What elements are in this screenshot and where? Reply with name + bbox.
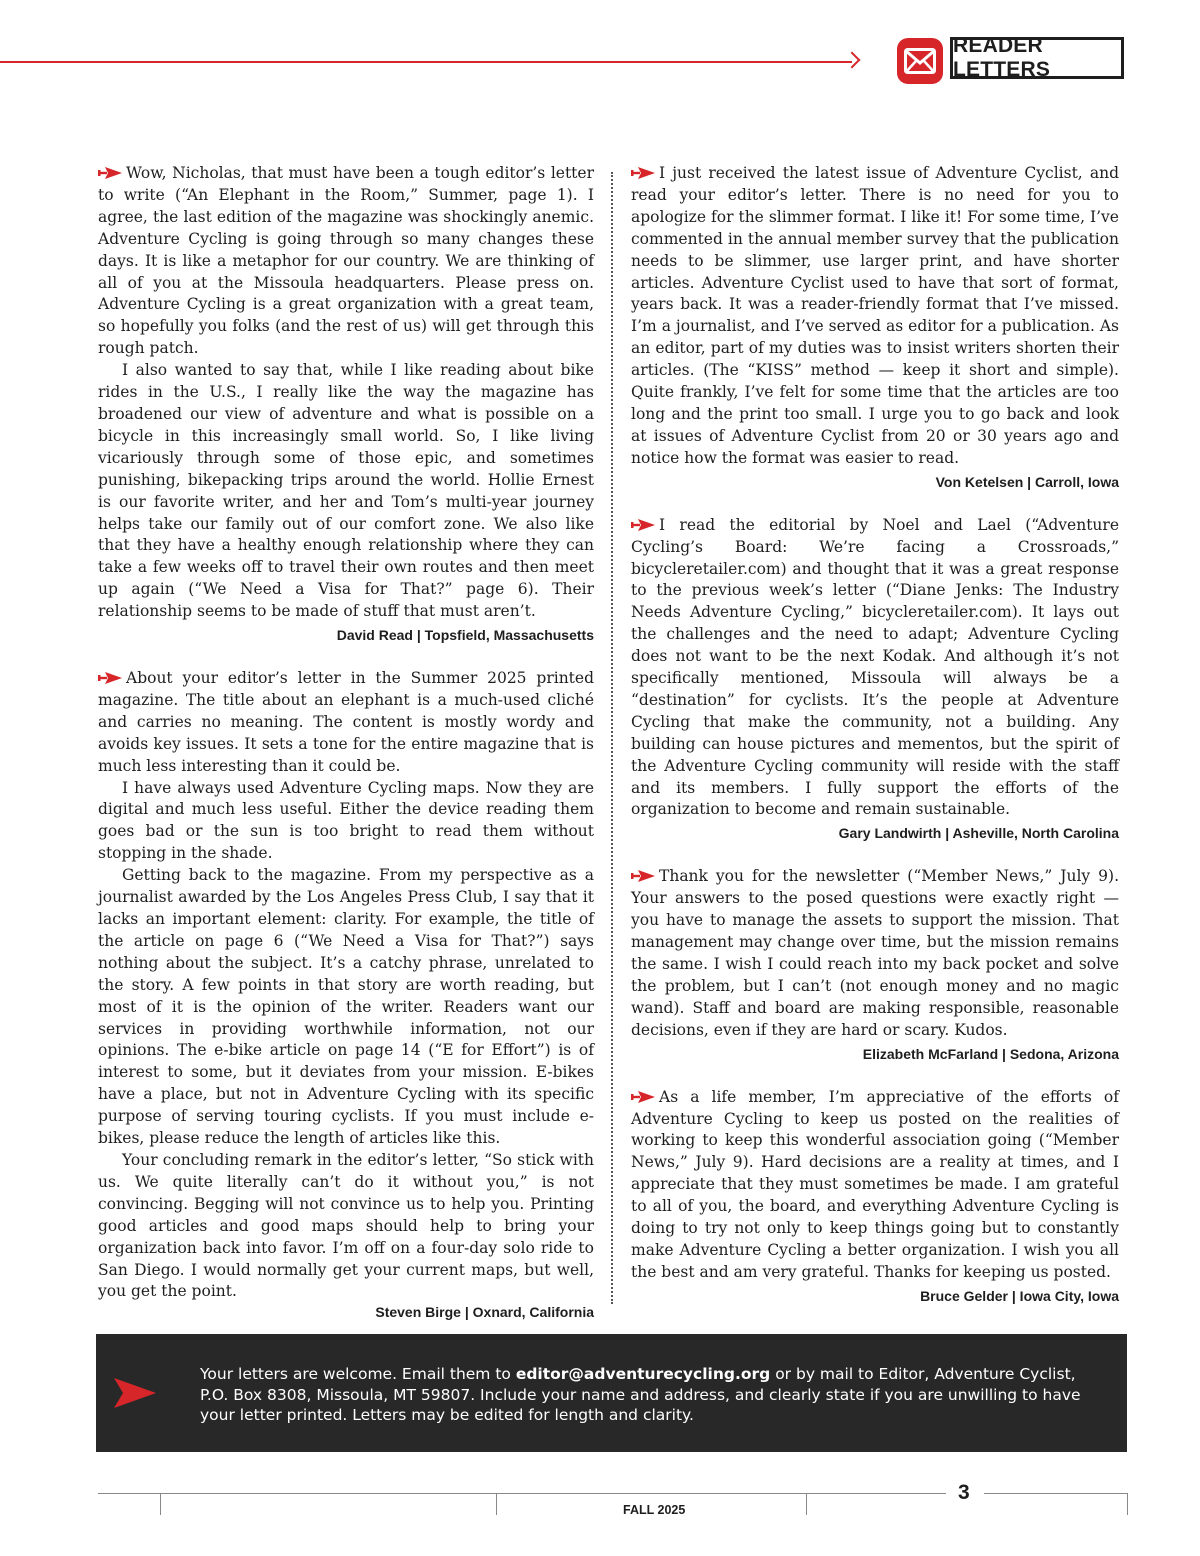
envelope-icon bbox=[897, 38, 943, 84]
letter-paragraph: Your concluding remark in the editor’s letter, “So stick with us. We quite literally can’t do it without you,” is not convincing. Begging will not convince us to help you. Printing good articles and good maps should help to bring your organization back into favor. I’m off on a four-day solo ride to San Diego. I would normally get your current maps, but well, you get the point. bbox=[98, 1150, 594, 1301]
letters-column-right bbox=[631, 163, 1119, 1307]
letter-paragraph: Getting back to the magazine. From my perspective as a journalist awarded by the Los Angeles Press Club, I say that it lacks an important element: clarity. For example, the title of the article on page 6 (“We Need a Visa for That?”) says nothing about the subject. It’s a catchy phrase, unrelated to the story. A few points in that story are worth reading, but most of it is the opinion of the writer. Readers want our services in providing worthwhile information, not our opinions. The e-bike article on page 14 (“E for Effort”) is of interest to some, but it deviates from your mission. E-bikes have a place, but not in Adventure Cycling with its specific purpose of serving touring cyclists. If you must include e-bikes, please reduce the length of articles like this. bbox=[98, 866, 594, 1148]
letter-marker-icon bbox=[631, 870, 655, 882]
footer-tick bbox=[160, 1493, 161, 1515]
letter-paragraph: I just received the latest issue of Adventure Cyclist, and read your editor’s letter. There is no need for you to apologize for the slimmer format. I like it! For some time, I’ve commented in the annual member survey that the publication needs to be slimmer, use larger print, and have shorter articles. Adventure Cyclist used to have that sort of format, years back. It was a reader-friendly format that I’ve missed. I’m a journalist, and I’ve served as editor for a publication. As an editor, part of my duties was to insist writers shorten their articles. (The “KISS” method — keep it short and simple). Quite frankly, I’ve felt for some time that the articles are too long and the print too small. I urge you to go back and look at issues of Adventure Cyclist from 20 or 30 years ago and notice how the format was easier to read. bbox=[631, 164, 1119, 467]
footer-tick bbox=[806, 1493, 807, 1515]
footer-rule bbox=[984, 1493, 1127, 1494]
letter-paragraph: I also wanted to say that, while I like reading about bike rides in the U.S., I really like the way the magazine has broadened our view of adventure and what is possible on a bicycle in this increasingly small world. So, I like living vicariously through some of those epic, and sometimes punishing, bikepacking trips around the world. Hollie Ernest is our favorite writer, and her and Tom’s multi-year journey helps take our family out of our comfort zone. We also like that they have a healthy enough relationship where they can take a few weeks off to travel their own routes and then meet up again (“We Need a Visa for That?” page 6). Their relationship seems to be made of stuff that must aren’t. bbox=[98, 361, 594, 621]
arrow-icon bbox=[114, 1378, 156, 1408]
letter bbox=[631, 1087, 1119, 1307]
page-number: 3 bbox=[958, 1481, 970, 1504]
letter-signature: Von Ketelsen | Carroll, Iowa bbox=[935, 473, 1119, 490]
letter-signature: David Read | Topsfield, Massachusetts bbox=[336, 627, 594, 644]
letter-paragraph: About your editor’s letter in the Summer 2025 printed magazine. The title about an elephant is a much-used cliché and carries no meaning. The content is mostly wordy and avoids key issues. It sets a tone for the entire magazine that is much less interesting than it could be. bbox=[98, 669, 594, 775]
letter-marker-icon bbox=[98, 167, 122, 179]
letter-paragraph: As a life member, I’m appreciative of the efforts of Adventure Cycling to keep us posted on the realities of working to keep this wonderful association going (“Member News,” July 9). Hard decisions are a reality at times, and I appreciate that they must sometimes be made. I am grateful to all of you, the board, and everything Adventure Cycling is doing to try not only to keep things going but to constantly make Adventure Cycling a better organization. I wish you all the best and am very grateful. Thanks for keeping us posted. bbox=[631, 1087, 1119, 1281]
letters-column-left bbox=[98, 163, 594, 1323]
header-arrow-icon bbox=[844, 52, 861, 69]
letter bbox=[98, 668, 594, 1323]
column-divider bbox=[611, 172, 613, 1304]
letter-signature: Steven Birge | Oxnard, California bbox=[375, 1304, 594, 1321]
letter bbox=[631, 866, 1119, 1064]
letter-paragraph: I read the editorial by Noel and Lael (“Adventure Cycling’s Board: We’re facing a Crossroads,” bicycleretailer.com) and thought that it was a great response to the previous week’s letter (“Diane Jenks: The Industry Needs Adventure Cycling,” bicycleretailer.com). It lays out the challenges and the need to adapt; Adventure Cycling does not want to be the next Kodak. And although it’s not specifically mentioned, Missoula will always be a “destination” for cyclists. It’s the people at Adventure Cycling that make the community, not a building. Any building can house pictures and mementos, but the spirit of the Adventure Cycling community will reside with the staff and its members. I fully support the efforts of the organization to become and remain sustainable. bbox=[631, 515, 1119, 819]
header-rule bbox=[0, 61, 852, 63]
footer-tick bbox=[1127, 1493, 1128, 1515]
letter-marker-icon bbox=[631, 519, 655, 531]
letter-signature: Elizabeth McFarland | Sedona, Arizona bbox=[862, 1045, 1119, 1062]
letter bbox=[631, 163, 1119, 493]
editor-email: editor@adventurecycling.org bbox=[515, 1365, 771, 1383]
letter bbox=[98, 163, 594, 646]
letter-paragraph: I have always used Adventure Cycling maps. Now they are digital and much less useful. Either the device reading them goes bad or the sun is too bright to read them without stopping in the shade. bbox=[98, 778, 594, 863]
footer-tick bbox=[496, 1493, 497, 1515]
letters-callout-box bbox=[96, 1334, 1127, 1452]
letter-paragraph: Wow, Nicholas, that must have been a tough editor’s letter to write (“An Elephant in the Room,” Summer, page 1). I agree, the last edition of the magazine was shockingly anemic. Adventure Cycling is going through so many changes these days. It is like a metaphor for our country. We are thinking of all of you at the Missoula headquarters. Please press on. Adventure Cycling is a great organization with a great team, so hopefully you folks (and the rest of us) will get through this rough patch. bbox=[98, 164, 594, 358]
letter-marker-icon bbox=[98, 672, 122, 684]
letter-marker-icon bbox=[631, 167, 655, 179]
letter bbox=[631, 515, 1119, 845]
letter-marker-icon bbox=[631, 1091, 655, 1103]
letter-paragraph: Thank you for the newsletter (“Member News,” July 9). Your answers to the posed questions were exactly right — you have to manage the assets to support the mission. That management may change over time, but the mission remains the same. I wish I could reach into my back pocket and solve the problem, but I can’t (not enough money and no magic wand). Staff and board are making responsible, reasonable decisions, even if they are hard or scary. Kudos. bbox=[631, 867, 1119, 1039]
section-label: READER LETTERS bbox=[950, 37, 1124, 79]
callout-text: Your letters are welcome. Email them to editor@adventurecycling.org or by mail to Editor, Adventure Cyclist, P.O. Box 8308, Missoula, MT 59807. Include your name and address, and clearly state if you are unwilling to have your letter printed. Letters may be edited for length and clarity. bbox=[200, 1365, 1081, 1424]
footer-rule bbox=[98, 1493, 946, 1494]
letter-signature: Gary Landwirth | Asheville, North Carolina bbox=[838, 825, 1119, 842]
issue-label: FALL 2025 bbox=[623, 1503, 686, 1517]
letter-signature: Bruce Gelder | Iowa City, Iowa bbox=[920, 1287, 1119, 1304]
